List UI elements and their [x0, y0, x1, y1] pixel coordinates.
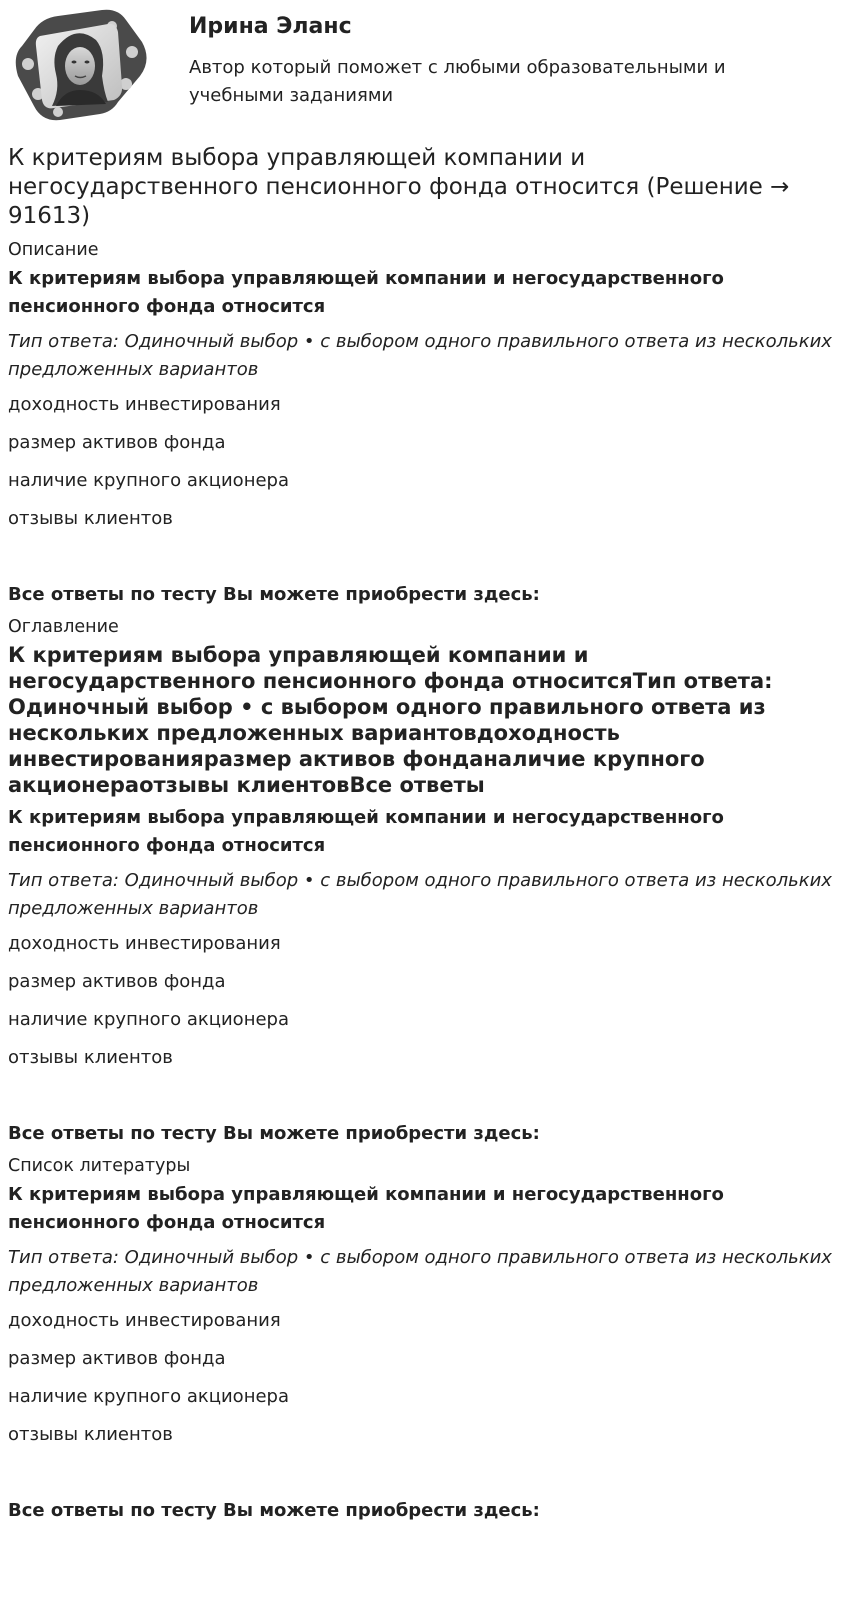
- page-title: К критериям выбора управляющей компании и негосударственного пенсионного фонда относится (Решение → 91613): [8, 145, 790, 229]
- avatar[interactable]: [8, 6, 154, 126]
- answer-option: размер активов фонда: [8, 1348, 226, 1369]
- answer-option: размер активов фонда: [8, 971, 226, 992]
- question-text: К критериям выбора управляющей компании и негосударственного пенсионного фонда относится: [8, 1184, 724, 1233]
- author-description: Автор который поможет с любыми образовательными и учебными заданиями: [189, 57, 726, 106]
- buy-answers-text: Все ответы по тесту Вы можете приобрести здесь:: [8, 1500, 540, 1521]
- answer-option: отзывы клиентов: [8, 1424, 173, 1445]
- answer-option: отзывы клиентов: [8, 508, 173, 529]
- avatar-image: [8, 6, 154, 126]
- answer-option: наличие крупного акционера: [8, 1009, 289, 1030]
- answer-type: Тип ответа: Одиночный выбор • с выбором одного правильного ответа из нескольких предложенных вариантов: [8, 870, 832, 919]
- author-block: [8, 6, 838, 126]
- question-text: К критериям выбора управляющей компании и негосударственного пенсионного фонда относится: [8, 807, 724, 856]
- section-label-toc: Оглавление: [8, 617, 119, 637]
- buy-answers-text: Все ответы по тесту Вы можете приобрести здесь:: [8, 584, 540, 605]
- answer-option: наличие крупного акционера: [8, 470, 289, 491]
- answer-option: доходность инвестирования: [8, 394, 281, 415]
- answer-option: доходность инвестирования: [8, 1310, 281, 1331]
- toc-heading: К критериям выбора управляющей компании и негосударственного пенсионного фонда относитсяТип ответа: Одиночный выбор • с выбором одного правильного ответа из нескольких предложенных вариантовдоходность инвестированияразмер активов фонданаличие крупного акционераотзывы клиентовВсе ответы: [8, 643, 773, 797]
- answer-type: Тип ответа: Одиночный выбор • с выбором одного правильного ответа из нескольких предложенных вариантов: [8, 1247, 832, 1296]
- answer-type: Тип ответа: Одиночный выбор • с выбором одного правильного ответа из нескольких предложенных вариантов: [8, 331, 832, 380]
- author-name[interactable]: Ирина Эланс: [189, 14, 352, 39]
- question-text: К критериям выбора управляющей компании и негосударственного пенсионного фонда относится: [8, 268, 724, 317]
- content: [8, 144, 838, 1532]
- answer-option: доходность инвестирования: [8, 933, 281, 954]
- buy-answers-text: Все ответы по тесту Вы можете приобрести здесь:: [8, 1123, 540, 1144]
- section-label-literature: Список литературы: [8, 1156, 191, 1176]
- answer-option: размер активов фонда: [8, 432, 226, 453]
- answer-option: отзывы клиентов: [8, 1047, 173, 1068]
- section-label-description: Описание: [8, 240, 99, 260]
- answer-option: наличие крупного акционера: [8, 1386, 289, 1407]
